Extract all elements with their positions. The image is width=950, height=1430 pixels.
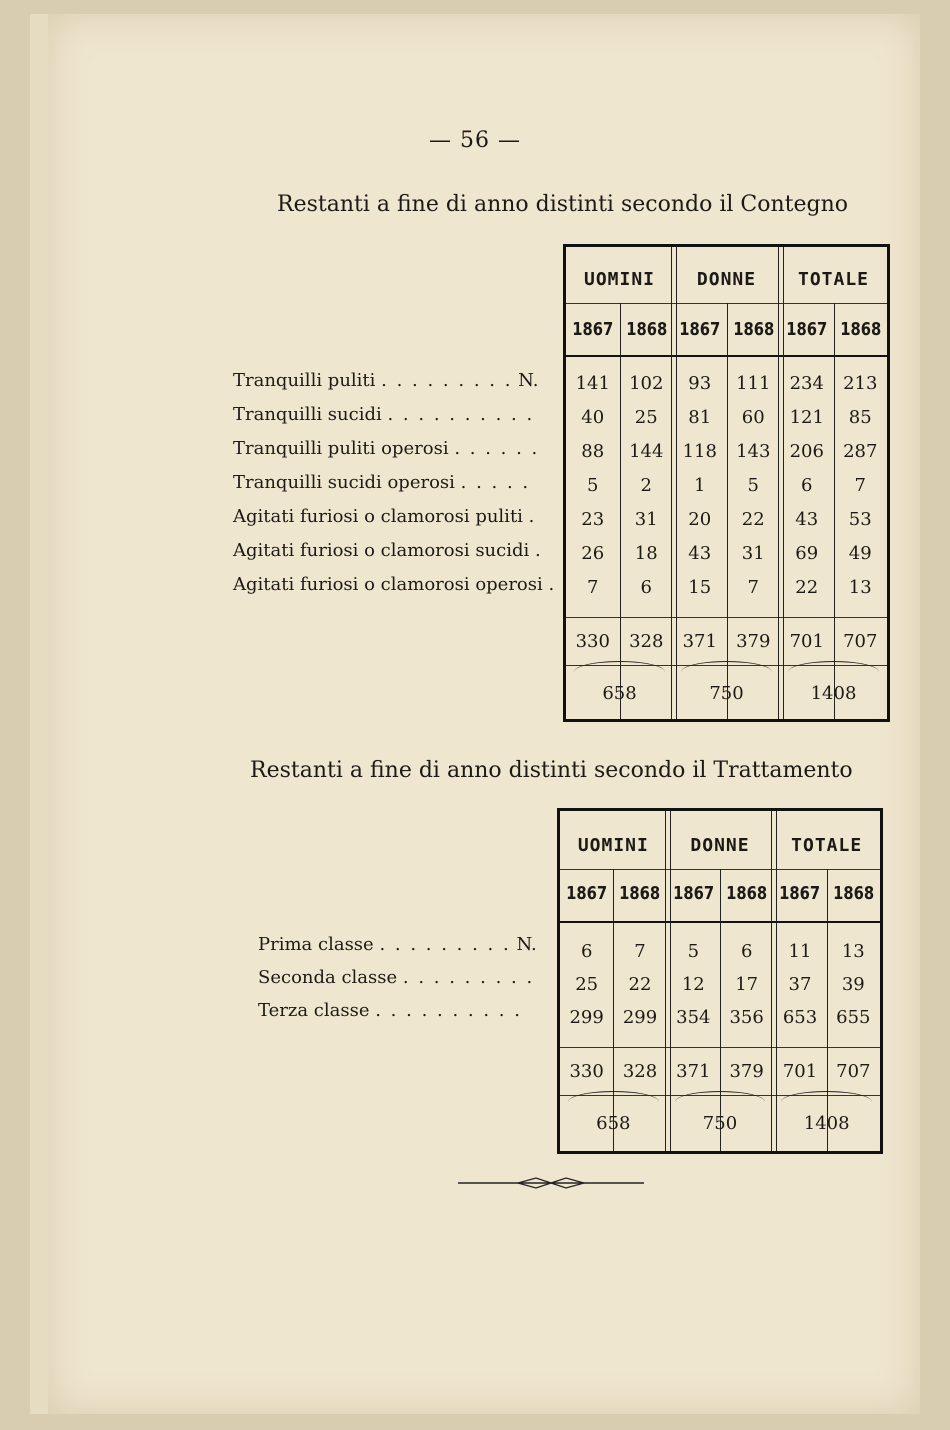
data-cell: 12 <box>681 974 705 995</box>
data-cell: 20 <box>688 509 712 530</box>
data-cell: 299 <box>569 1007 604 1028</box>
data-cell: 206 <box>789 441 824 462</box>
page-number: — 56 — <box>429 128 521 153</box>
data-cell: 93 <box>688 373 712 394</box>
data-cell: 102 <box>629 373 664 394</box>
year-header: 1867 <box>786 319 828 340</box>
column-group-header: TOTALE <box>791 835 863 856</box>
row-label: Prima classe <box>258 934 374 955</box>
data-cell: 5 <box>747 475 759 496</box>
data-cell: 111 <box>736 373 771 394</box>
data-cell: 43 <box>795 509 819 530</box>
data-cell: 356 <box>729 1007 764 1028</box>
brace-icon <box>788 661 879 672</box>
data-cell: 287 <box>843 441 878 462</box>
data-cell: 18 <box>634 543 658 564</box>
data-cell: 299 <box>622 1007 658 1028</box>
table1 <box>563 244 890 722</box>
data-cell: 653 <box>782 1007 818 1028</box>
leader-dots: . <box>548 574 557 595</box>
leader-dots: . . . . . . . . . . <box>387 404 535 425</box>
data-cell: 13 <box>848 577 872 598</box>
data-cell: 6 <box>640 577 652 598</box>
data-cell: 11 <box>788 941 812 962</box>
total-cell: 328 <box>629 631 664 652</box>
row-label: Tranquilli puliti <box>233 370 376 391</box>
leader-dots: . <box>528 506 537 527</box>
data-cell: 7 <box>854 475 866 496</box>
brace-icon <box>681 661 772 672</box>
total-cell: 707 <box>843 631 878 652</box>
row-label: Terza classe <box>258 1000 370 1021</box>
total-cell: 707 <box>836 1061 871 1082</box>
data-cell: 234 <box>789 373 824 394</box>
table1-title: Restanti a fine di anno distinti secondo il Contegno <box>277 192 849 217</box>
data-cell: 25 <box>634 407 658 428</box>
grand-total-cell: 750 <box>709 683 744 704</box>
data-cell: 43 <box>688 543 712 564</box>
year-header: 1868 <box>732 319 774 340</box>
brace-icon <box>781 1091 872 1102</box>
year-header: 1868 <box>839 319 881 340</box>
brace-icon <box>568 1091 659 1102</box>
grand-total-cell: 1408 <box>803 1113 850 1134</box>
grand-total-cell: 658 <box>602 683 637 704</box>
leader-dots: . <box>535 540 543 561</box>
row-label: Tranquilli sucidi <box>233 404 382 425</box>
data-cell: 5 <box>587 475 599 496</box>
data-cell: 15 <box>688 577 712 598</box>
data-cell: 141 <box>575 373 610 394</box>
total-cell: 379 <box>736 631 771 652</box>
leader-dots: . . . . . . . . . . <box>375 1000 522 1021</box>
year-header: 1867 <box>566 883 608 904</box>
brace-icon <box>574 661 665 672</box>
year-header: 1867 <box>572 319 614 340</box>
table-row-label <box>233 404 534 425</box>
year-header: 1867 <box>779 883 821 904</box>
year-header: 1868 <box>619 883 661 904</box>
data-cell: 5 <box>687 941 700 962</box>
grand-total-cell: 750 <box>702 1113 738 1134</box>
row-label: Agitati furiosi o clamorosi sucidi <box>233 540 530 561</box>
table2-title: Restanti a fine di anno distinti secondo il Trattamento <box>250 758 853 783</box>
table-row-label <box>233 472 530 493</box>
data-cell: 6 <box>801 475 813 496</box>
data-cell: 6 <box>580 941 593 962</box>
grand-total-cell: 1408 <box>810 683 857 704</box>
column-group-header: DONNE <box>690 835 750 856</box>
total-cell: 371 <box>676 1061 711 1082</box>
data-cell: 118 <box>682 441 717 462</box>
table-row-label <box>233 438 539 459</box>
total-cell: 371 <box>682 631 717 652</box>
ornament-divider-icon <box>458 1176 644 1190</box>
data-cell: 39 <box>841 974 865 995</box>
data-cell: 25 <box>575 974 599 995</box>
data-cell: 53 <box>848 509 872 530</box>
row-unit: N. <box>516 934 537 955</box>
table-row-label <box>233 506 536 527</box>
table-row-label <box>258 934 537 955</box>
data-cell: 655 <box>836 1007 871 1028</box>
data-cell: 88 <box>581 441 605 462</box>
data-cell: 6 <box>740 941 753 962</box>
row-label: Seconda classe <box>258 967 398 988</box>
data-cell: 26 <box>581 543 605 564</box>
total-cell: 330 <box>569 1061 604 1082</box>
data-cell: 13 <box>841 941 865 962</box>
data-cell: 81 <box>688 407 712 428</box>
table-row-label <box>233 540 543 561</box>
year-header: 1867 <box>679 319 721 340</box>
year-header: 1868 <box>832 883 874 904</box>
data-cell: 17 <box>735 974 759 995</box>
row-label: Tranquilli puliti operosi <box>233 438 449 459</box>
data-cell: 143 <box>736 441 771 462</box>
column-group-header: UOMINI <box>577 835 649 856</box>
data-cell: 354 <box>676 1007 711 1028</box>
total-cell: 330 <box>575 631 610 652</box>
data-cell: 7 <box>747 577 759 598</box>
data-cell: 22 <box>628 974 652 995</box>
data-cell: 2 <box>640 475 652 496</box>
leader-dots: . . . . . . . . . <box>379 934 511 955</box>
data-cell: 22 <box>795 577 819 598</box>
column-group-header: TOTALE <box>797 269 870 290</box>
data-cell: 121 <box>789 407 824 428</box>
table-row-label <box>233 574 556 595</box>
data-cell: 40 <box>581 407 605 428</box>
data-cell: 23 <box>581 509 605 530</box>
data-cell: 7 <box>587 577 599 598</box>
year-header: 1868 <box>625 319 667 340</box>
data-cell: 31 <box>634 509 658 530</box>
leader-dots: . . . . . . . . . <box>381 370 513 391</box>
column-group-header: DONNE <box>696 269 757 290</box>
table-row-label <box>258 1000 522 1021</box>
data-cell: 37 <box>788 974 812 995</box>
year-header: 1867 <box>672 883 714 904</box>
total-cell: 328 <box>622 1061 658 1082</box>
leader-dots: . . . . . . . . . <box>402 967 535 988</box>
data-cell: 49 <box>848 543 872 564</box>
total-cell: 701 <box>782 1061 818 1082</box>
data-cell: 69 <box>795 543 819 564</box>
table-row-label <box>233 370 539 391</box>
data-cell: 1 <box>694 475 706 496</box>
data-cell: 22 <box>741 509 765 530</box>
leader-dots: . . . . . . <box>454 438 540 459</box>
row-label: Agitati furiosi o clamorosi operosi <box>233 574 543 595</box>
column-group-header: UOMINI <box>583 269 656 290</box>
row-label: Tranquilli sucidi operosi <box>233 472 455 493</box>
grand-total-cell: 658 <box>596 1113 631 1134</box>
year-header: 1868 <box>726 883 768 904</box>
data-cell: 7 <box>634 941 646 962</box>
data-cell: 85 <box>848 407 872 428</box>
total-cell: 701 <box>789 631 824 652</box>
data-cell: 144 <box>629 441 664 462</box>
data-cell: 60 <box>741 407 765 428</box>
total-cell: 379 <box>729 1061 764 1082</box>
data-cell: 31 <box>741 543 765 564</box>
row-unit: N. <box>518 370 539 391</box>
data-cell: 213 <box>843 373 878 394</box>
table2 <box>557 808 883 1154</box>
row-label: Agitati furiosi o clamorosi puliti <box>233 506 523 527</box>
brace-icon <box>675 1091 766 1102</box>
table-row-label <box>258 967 534 988</box>
leader-dots: . . . . . <box>460 472 531 493</box>
